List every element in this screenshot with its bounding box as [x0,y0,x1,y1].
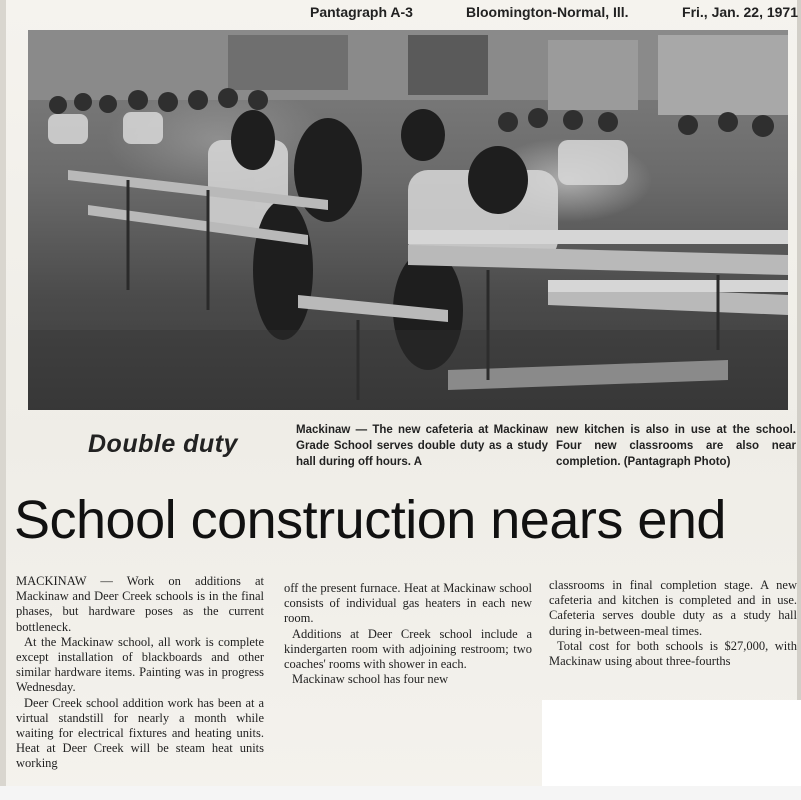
photo-caption-part-2: new kitchen is also in use at the school. Four new classrooms are also near completion. (Pantagraph Photo) [556,424,796,468]
article-paragraph: Additions at Deer Creek school include a kindergarten room with adjoining restroom; two coaches' rooms with shower in each. [284,626,532,672]
article-column-1 [16,574,264,772]
article-column-3 [549,578,797,669]
article-paragraph: Total cost for both schools is $27,000, with Mackinaw using about three-fourths [549,638,797,669]
page-edge-left [0,0,6,800]
article-paragraph: off the present furnace. Heat at Mackinaw school consists of individual gas heaters in each new room. [284,581,532,626]
publication-date: Fri., Jan. 22, 1971 [682,4,798,20]
photo-caption-part-1: Mackinaw — The new cafeteria at Mackinaw Grade School serves double duty as a study hall during off hours. A [296,424,548,468]
headline: School construction nears end [14,490,726,550]
kicker-title: Double duty [88,430,238,458]
photo-illustration [28,30,788,410]
publication-page: Pantagraph A-3 [310,4,413,20]
blank-torn-area [542,700,801,800]
masthead [300,4,800,26]
article-paragraph: Mackinaw school has four new [292,672,449,687]
page-edge-right [797,0,801,800]
page-bottom-strip [0,786,801,800]
article-paragraph: Deer Creek school addition work has been at a virtual standstill for nearly a month while waiting for electrical fixtures and heating units. Heat at Deer Creek will be steam heat units working [16,695,264,771]
article-paragraph: MACKINAW — Work on additions at Mackinaw and Deer Creek schools is in the final phases, but hardware poses as the current bottleneck. [16,574,264,634]
cafeteria-photo [28,30,788,410]
article-paragraph: classrooms in final completion stage. A new cafeteria and kitchen is completed and in use. Cafeteria serves double duty as a study hall during in-between-meal times. [549,578,797,638]
article-paragraph: At the Mackinaw school, all work is complete except installation of blackboards and other similar hardware items. Painting was in progress Wednesday. [16,634,264,695]
article-column-2 [284,581,532,687]
publication-city: Bloomington-Normal, Ill. [466,4,629,20]
